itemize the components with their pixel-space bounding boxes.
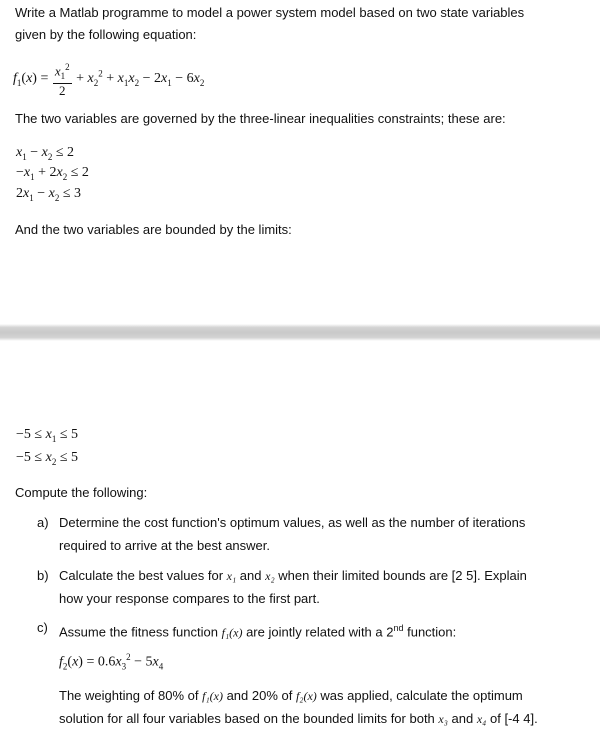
item-c-line-2: The weighting of 80% of f₁(x) and 20% of f₂(x) was applied, calculate the optimum [59, 688, 523, 703]
item-c-line-1: Assume the fitness function f₁(x) are jointly related with a 2nd function: [59, 623, 457, 640]
constraint-2: $-x_1 + 2x_2 \le 2$ [16, 165, 89, 182]
document-page-1 [0, 0, 600, 324]
constraints-intro: The two variables are governed by the three-linear inequalities constraints; these are: [15, 111, 506, 126]
constraint-3: $2x_1 - x_2 \le 3$ [16, 186, 82, 203]
intro-line-2: given by the following equation: [15, 27, 197, 42]
var-x2: x₂ [265, 569, 275, 583]
var-x4: x₄ [476, 712, 487, 726]
item-a-line-2: required to arrive at the best answer. [59, 538, 271, 553]
document-page-2 [0, 341, 600, 735]
var-x1: x₁ [226, 569, 237, 583]
bound-x2: $-5 \le x_2 \le 5$ [16, 450, 78, 467]
bounds-intro: And the two variables are bounded by the limits: [15, 222, 292, 237]
item-b-line-2: how your response compares to the first part. [59, 591, 320, 606]
objective-equation-f2: $f_2(x) = 0.6x_3^2 - 5x_4$ [59, 652, 164, 672]
compute-heading: Compute the following: [15, 485, 148, 500]
item-a-line-1: Determine the cost function's optimum values, as well as the number of iterations [59, 515, 526, 530]
constraint-1: $x_1 - x_2 \le 2$ [16, 145, 75, 162]
item-c-label: c) [37, 620, 48, 635]
objective-equation-f1: $f_1(x)$ = $\frac{x_1^2}{2}$ + $x_2^2 + x_1x_2 - 2x_1 - 6x_2$ [13, 62, 205, 98]
page-separator [0, 324, 600, 341]
fn-f2-weight: f₂(x) [295, 689, 317, 703]
item-a-label: a) [37, 515, 49, 530]
item-b-label: b) [37, 568, 49, 583]
fn-f1: f₁(x) [221, 625, 243, 640]
var-x3: x₃ [438, 712, 448, 726]
item-b-line-1: Calculate the best values for x₁ and x₂ when their limited bounds are [2 5]. Explain [59, 568, 527, 583]
fn-f1-weight: f₁(x) [202, 689, 223, 703]
intro-line-1: Write a Matlab programme to model a power system model based on two state variables [15, 5, 525, 20]
bound-x1: $-5 \le x_1 \le 5$ [16, 427, 78, 444]
item-c-line-3: solution for all four variables based on the bounded limits for both x₃ and x₄ of [-4 4]. [59, 711, 538, 726]
